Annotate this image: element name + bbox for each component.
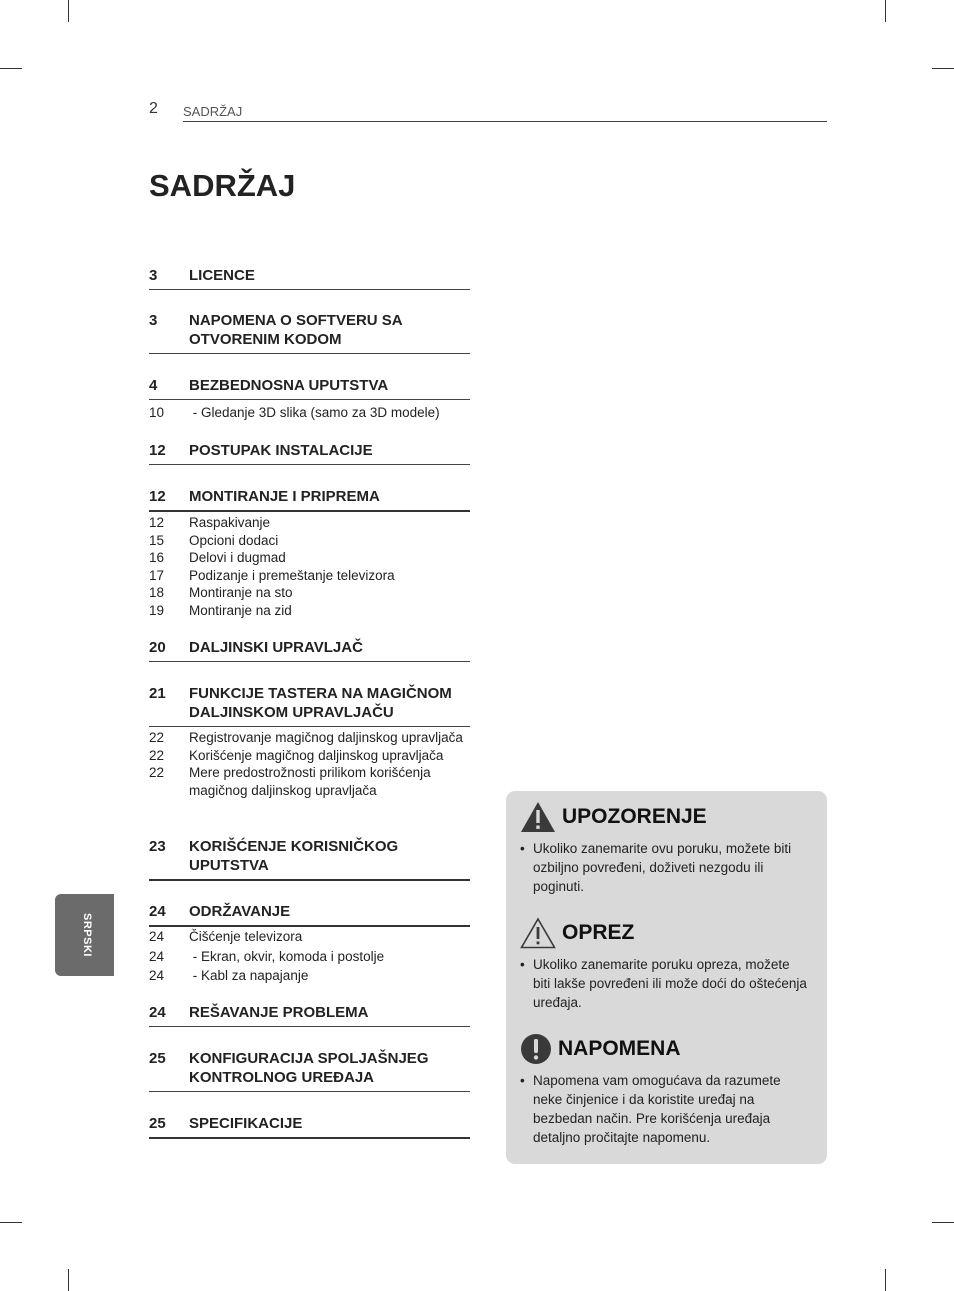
toc-section[interactable] xyxy=(149,311,470,354)
toc-page: 24 xyxy=(149,1004,166,1021)
toc-title: FUNKCIJE TASTERA NA MAGIČNOM DALJINSKOM UPRAVLJAČU xyxy=(189,685,452,721)
warning-heading: UPOZORENJE xyxy=(562,805,707,828)
toc-title: ODRŽAVANJE xyxy=(189,903,291,920)
toc-title: REŠAVANJE PROBLEMA xyxy=(189,1004,369,1021)
toc-sub-dash: - xyxy=(192,948,198,964)
warning-triangle-outline-icon xyxy=(520,917,556,949)
toc-title: DALJINSKI UPRAVLJAČ xyxy=(189,639,363,656)
crop-mark xyxy=(0,1222,22,1223)
toc-subitems xyxy=(149,729,470,799)
toc-subitem[interactable] xyxy=(149,948,470,966)
toc-title: BEZBEDNOSNA UPUTSTVA xyxy=(189,377,389,394)
toc-title: NAPOMENA O SOFTVERU SA OTVORENIM KODOM xyxy=(189,312,403,348)
toc-title: KORIŠĆENJE KORISNIČKOG UPUTSTVA xyxy=(189,838,399,874)
crop-mark xyxy=(68,1269,69,1291)
crop-mark xyxy=(885,0,886,22)
notes-box xyxy=(506,791,827,1164)
toc-subitem[interactable] xyxy=(149,602,470,620)
toc-sub-page: 24 xyxy=(149,948,165,964)
toc-sub-page: 16 xyxy=(149,550,165,565)
toc-sub-title: Registrovanje magičnog daljinskog upravljača xyxy=(189,730,463,745)
toc-section[interactable] xyxy=(149,266,470,290)
toc-title: POSTUPAK INSTALACIJE xyxy=(189,442,373,459)
warning-note xyxy=(520,801,808,896)
toc-page: 24 xyxy=(149,903,166,920)
toc-page: 23 xyxy=(149,838,166,855)
toc-sub-title: Ekran, okvir, komoda i postolje xyxy=(201,948,385,964)
toc-sub-page: 24 xyxy=(149,968,165,983)
toc-subitem[interactable] xyxy=(149,764,470,799)
warning-text: • Ukoliko zanemarite ovu poruku, možete biti ozbiljno povređeni, doživeti nezgodu ili poginuti. xyxy=(520,839,808,896)
toc-section[interactable] xyxy=(149,487,470,512)
toc-page: 12 xyxy=(149,488,166,505)
toc-subitems xyxy=(149,928,470,985)
toc-sub-title: Kabl za napajanje xyxy=(201,968,309,983)
toc-sub-title: Mere predostrožnosti prilikom korišćenja magičnog daljinskog upravljača xyxy=(189,765,431,798)
toc-sub-title: Raspakivanje xyxy=(189,515,271,530)
note-heading: NAPOMENA xyxy=(558,1037,681,1060)
toc-sub-page: 22 xyxy=(149,730,165,745)
toc-subitem[interactable] xyxy=(149,747,470,765)
header-rule xyxy=(183,121,827,122)
toc-sub-title: Opcioni dodaci xyxy=(189,532,279,548)
toc-sub-page: 19 xyxy=(149,602,165,618)
toc-sub-page: 12 xyxy=(149,515,165,530)
toc-section[interactable] xyxy=(149,1114,470,1139)
toc-sub-title: Gledanje 3D slika (samo za 3D modele) xyxy=(201,405,440,420)
crop-mark xyxy=(932,1222,954,1223)
info-note xyxy=(520,1033,808,1147)
caution-note xyxy=(520,917,808,1012)
crop-mark xyxy=(68,0,69,22)
toc-title: KONFIGURACIJA SPOLJAŠNJEG KONTROLNOG UREĐAJA xyxy=(189,1050,429,1086)
caution-heading: OPREZ xyxy=(562,921,635,944)
toc-section[interactable] xyxy=(149,1049,470,1092)
toc-title: LICENCE xyxy=(189,267,255,284)
toc-page: 21 xyxy=(149,685,166,702)
toc-sub-page: 10 xyxy=(149,405,165,420)
exclamation-circle-icon xyxy=(520,1033,552,1065)
toc-title: MONTIRANJE I PRIPREMA xyxy=(189,488,380,505)
page-number: 2 xyxy=(149,100,158,117)
toc-sub-title: Delovi i dugmad xyxy=(189,550,286,565)
toc-sub-page: 15 xyxy=(149,532,165,548)
toc-section[interactable] xyxy=(149,902,470,927)
toc-subitem[interactable] xyxy=(149,928,470,946)
crop-mark xyxy=(0,68,22,69)
toc-title: SPECIFIKACIJE xyxy=(189,1115,303,1132)
toc-page: 4 xyxy=(149,377,158,394)
toc-section[interactable] xyxy=(149,376,470,400)
running-header: SADRŽAJ xyxy=(183,104,243,119)
toc-subitem[interactable] xyxy=(149,549,470,567)
toc-section[interactable] xyxy=(149,441,470,465)
toc-sub-page: 22 xyxy=(149,747,165,763)
toc-section[interactable] xyxy=(149,638,470,662)
toc-subitem[interactable] xyxy=(149,404,470,422)
toc-subitem[interactable] xyxy=(149,584,470,602)
toc-section[interactable] xyxy=(149,684,470,727)
toc-subitems xyxy=(149,404,470,422)
toc-sub-page: 22 xyxy=(149,765,165,780)
language-tab-label: SRPSKI xyxy=(81,913,93,957)
toc-page: 3 xyxy=(149,267,158,284)
toc-sub-page: 18 xyxy=(149,585,165,600)
toc-page: 20 xyxy=(149,639,166,656)
toc-page: 25 xyxy=(149,1050,166,1067)
toc-sub-page: 24 xyxy=(149,929,165,944)
toc-sub-title: Montiranje na zid xyxy=(189,602,292,618)
toc-sub-title: Podizanje i premeštanje televizora xyxy=(189,567,395,583)
toc-page: 3 xyxy=(149,312,158,329)
toc-subitem[interactable] xyxy=(149,729,470,747)
toc-sub-dash: - xyxy=(192,968,198,983)
toc-sub-page: 17 xyxy=(149,567,165,583)
toc-subitem[interactable] xyxy=(149,532,470,550)
toc-subitems xyxy=(149,514,470,619)
toc-section[interactable] xyxy=(149,837,470,881)
toc-subitem[interactable] xyxy=(149,567,470,585)
page-title: SADRŽAJ xyxy=(149,168,296,203)
note-text: • Napomena vam omogućava da razumete neke činjenice i da koristite uređaj na bezbedan način. Pre korišćenja uređaja detaljno pročitajte napomenu. xyxy=(520,1071,808,1147)
toc-sub-dash: - xyxy=(192,405,198,420)
toc-sub-title: Korišćenje magičnog daljinskog upravljača xyxy=(189,747,444,763)
caution-text: • Ukoliko zanemarite poruku opreza, možete biti lakše povređeni ili može doći do oštećenja uređaja. xyxy=(520,955,808,1012)
toc-sub-title: Montiranje na sto xyxy=(189,585,293,600)
warning-triangle-filled-icon xyxy=(520,801,556,833)
crop-mark xyxy=(885,1269,886,1291)
toc-page: 12 xyxy=(149,442,166,459)
toc-sub-title: Čišćenje televizora xyxy=(189,929,303,944)
crop-mark xyxy=(932,68,954,69)
toc-subitem[interactable] xyxy=(149,967,470,985)
toc-subitem[interactable] xyxy=(149,514,470,532)
language-tab xyxy=(55,894,114,976)
toc-section[interactable] xyxy=(149,1003,470,1027)
toc-page: 25 xyxy=(149,1115,166,1132)
